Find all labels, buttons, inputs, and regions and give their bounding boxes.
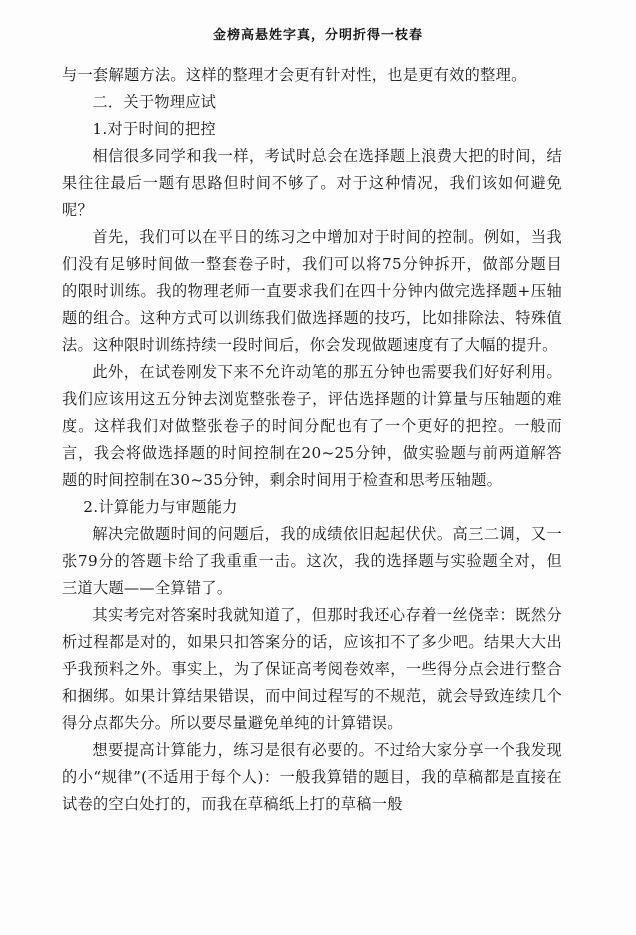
paragraph: 首先，我们可以在平日的练习之中增加对于时间的控制。例如，当我们没有足够时间做一整套卷子时，我们可以将75分钟拆开，做部分题目的限时训练。我的物理老师一直要求我们在四十分钟内做完选择题+压轴题的组合。这种方式可以训练我们做选择题的技巧，比如排除法、特殊值法。这种限时训练持续一段时间后，你会发现做题速度有了大幅的提升。 xyxy=(62,228,562,354)
subheading-time-control: 1.对于时间的把控 xyxy=(92,120,216,138)
paragraph: 解决完做题时间的问题后，我的成绩依旧起起伏伏。高三二调，又一张79分的答题卡给了我重重一击。这次，我的选择题与实验题全对，但三道大题——全算错了。 xyxy=(62,525,562,597)
subheading-calculation: 2.计算能力与审题能力 xyxy=(83,498,238,516)
paragraph: 相信很多同学和我一样，考试时总会在选择题上浪费大把的时间，结果往往最后一题有思路但时间不够了。对于这种情况，我们该如何避免呢？ xyxy=(62,147,562,219)
page-header: 金榜高悬姓字真，分明折得一枝春 xyxy=(212,28,423,43)
body-text xyxy=(62,62,562,818)
paragraph: 想要提高计算能力，练习是很有必要的。不过给大家分享一个我发现的小“规律”(不适用于每个人)：一般我算错的题目，我的草稿都是直接在试卷的空白处打的，而我在草稿纸上打的草稿一般 xyxy=(62,741,562,813)
section-heading-physics: 二．关于物理应试 xyxy=(92,93,217,111)
paragraph-continuation: 与一套解题方法。这样的整理才会更有针对性，也是更有效的整理。 xyxy=(62,66,527,84)
paragraph: 此外，在试卷刚发下来不允许动笔的那五分钟也需要我们好好利用。我们应该用这五分钟去浏览整张卷子，评估选择题的计算量与压轴题的难度。这样我们对做整张卷子的时间分配也有了一个更好的把控。一般而言，我会将做选择题的时间控制在20~25分钟，做实验题与前两道解答题的时间控制在30~35分钟，剩余时间用于检查和思考压轴题。 xyxy=(62,363,562,489)
paragraph: 其实考完对答案时我就知道了，但那时我还心存着一丝侥幸：既然分析过程都是对的，如果只扣答案分的话，应该扣不了多少吧。结果大大出乎我预料之外。事实上，为了保证高考阅卷效率，一些得分点会进行整合和捆绑。如果计算结果错误，而中间过程写的不规范，就会导致连续几个得分点都失分。所以要尽量避免单纯的计算错误。 xyxy=(62,606,562,732)
